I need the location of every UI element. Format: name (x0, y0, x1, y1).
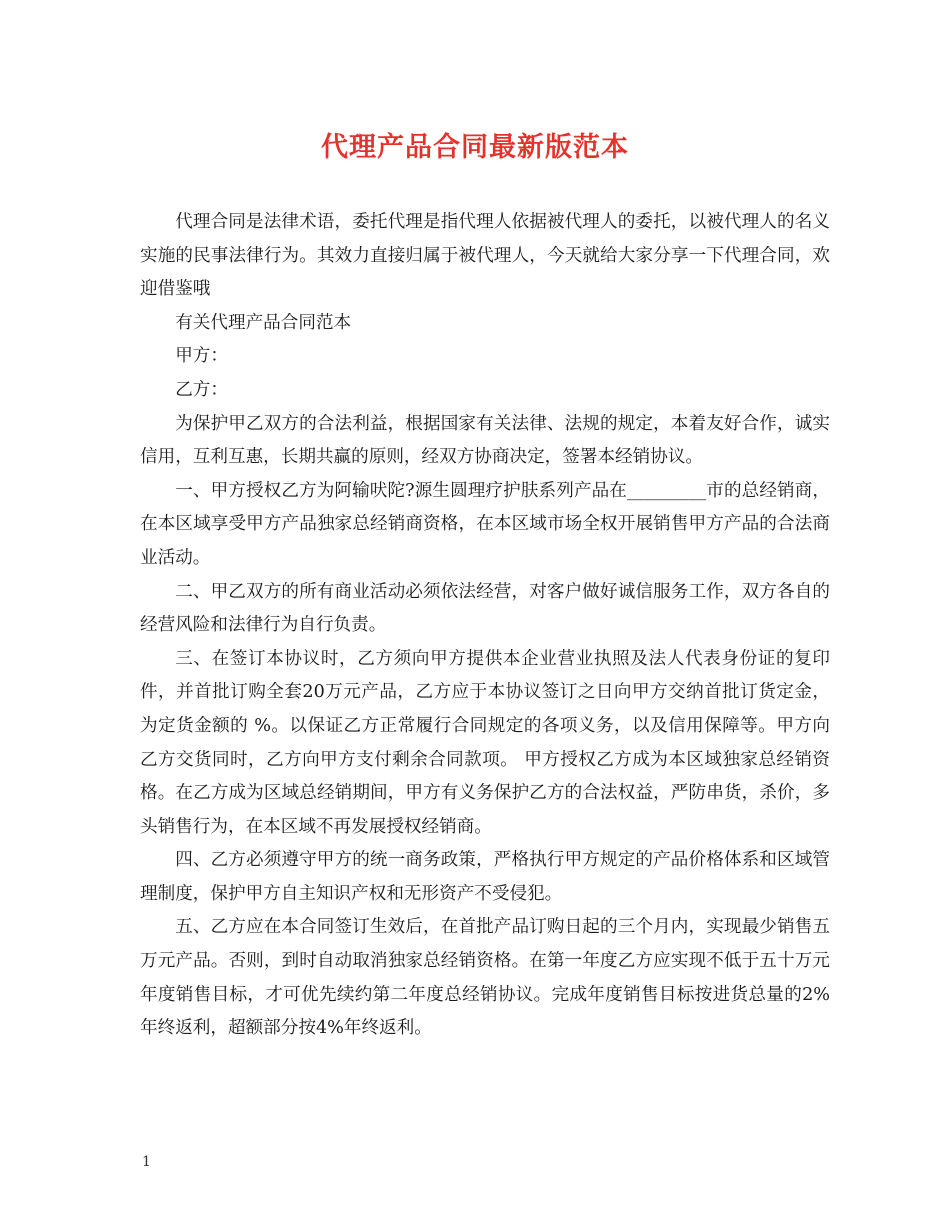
paragraph-intro: 代理合同是法律术语，委托代理是指代理人依据被代理人的委托，以被代理人的名义实施的民事法律行为。其效力直接归属于被代理人，今天就给大家分享一下代理合同，欢迎借鉴哦 (140, 212, 830, 300)
paragraph-clause-1: 一、甲方授权乙方为阿输吠陀?源生圆理疗护肤系列产品在_________市的总经销商，在本区域享受甲方产品独家总经销商资格，在本区域市场全权开展销售甲方产品的合法商业活动。 (140, 480, 830, 568)
paragraph-preamble: 为保护甲乙双方的合法利益，根据国家有关法律、法规的规定，本着友好合作，诚实信用，互利互惠，长期共赢的原则，经双方协商决定，签署本经销协议。 (140, 413, 830, 468)
paragraph-clause-5: 五、乙方应在本合同签订生效后，在首批产品订购日起的三个月内，实现最少销售五万元产品。否则，到时自动取消独家总经销资格。在第一年度乙方应实现不低于五十万元年度销售目标，才可优先续约第二年度总经销协议。完成年度销售目标按进货总量的2%年终返利，超额部分按4%年终返利。 (140, 917, 830, 1039)
paragraph-party-a: 甲方： (175, 346, 228, 367)
page-number: 1 (142, 1154, 151, 1170)
paragraph-subtitle: 有关代理产品合同范本 (175, 312, 352, 333)
paragraph-clause-3: 三、在签订本协议时，乙方须向甲方提供本企业营业执照及法人代表身份证的复印件，并首批订购全套20万元产品，乙方应于本协议签订之日向甲方交纳首批订货定金，为定货金额的 %。以保证乙方正常履行合同规定的各项义务，以及信用保障等。甲方向乙方交货同时，乙方向甲方支付剩余合同款项。 甲方授权乙方成为本区域独家总经销资格。在乙方成为区域总经销期间，甲方有义务保护乙方的合法权益，严防串货，杀价，多头销售行为，在本区域不再发展授权经销商。 (140, 648, 830, 837)
paragraph-party-b: 乙方： (175, 379, 228, 400)
paragraph-clause-4: 四、乙方必须遵守甲方的统一商务政策，严格执行甲方规定的产品价格体系和区域管理制度，保护甲方自主知识产权和无形资产不受侵犯。 (140, 850, 830, 904)
page-title: 代理产品合同最新版范本 (321, 132, 629, 163)
document-body (140, 206, 830, 1046)
paragraph-clause-2: 二、甲乙双方的所有商业活动必须依法经营，对客户做好诚信服务工作，双方各自的经营风险和法律行为自行负责。 (140, 581, 830, 636)
